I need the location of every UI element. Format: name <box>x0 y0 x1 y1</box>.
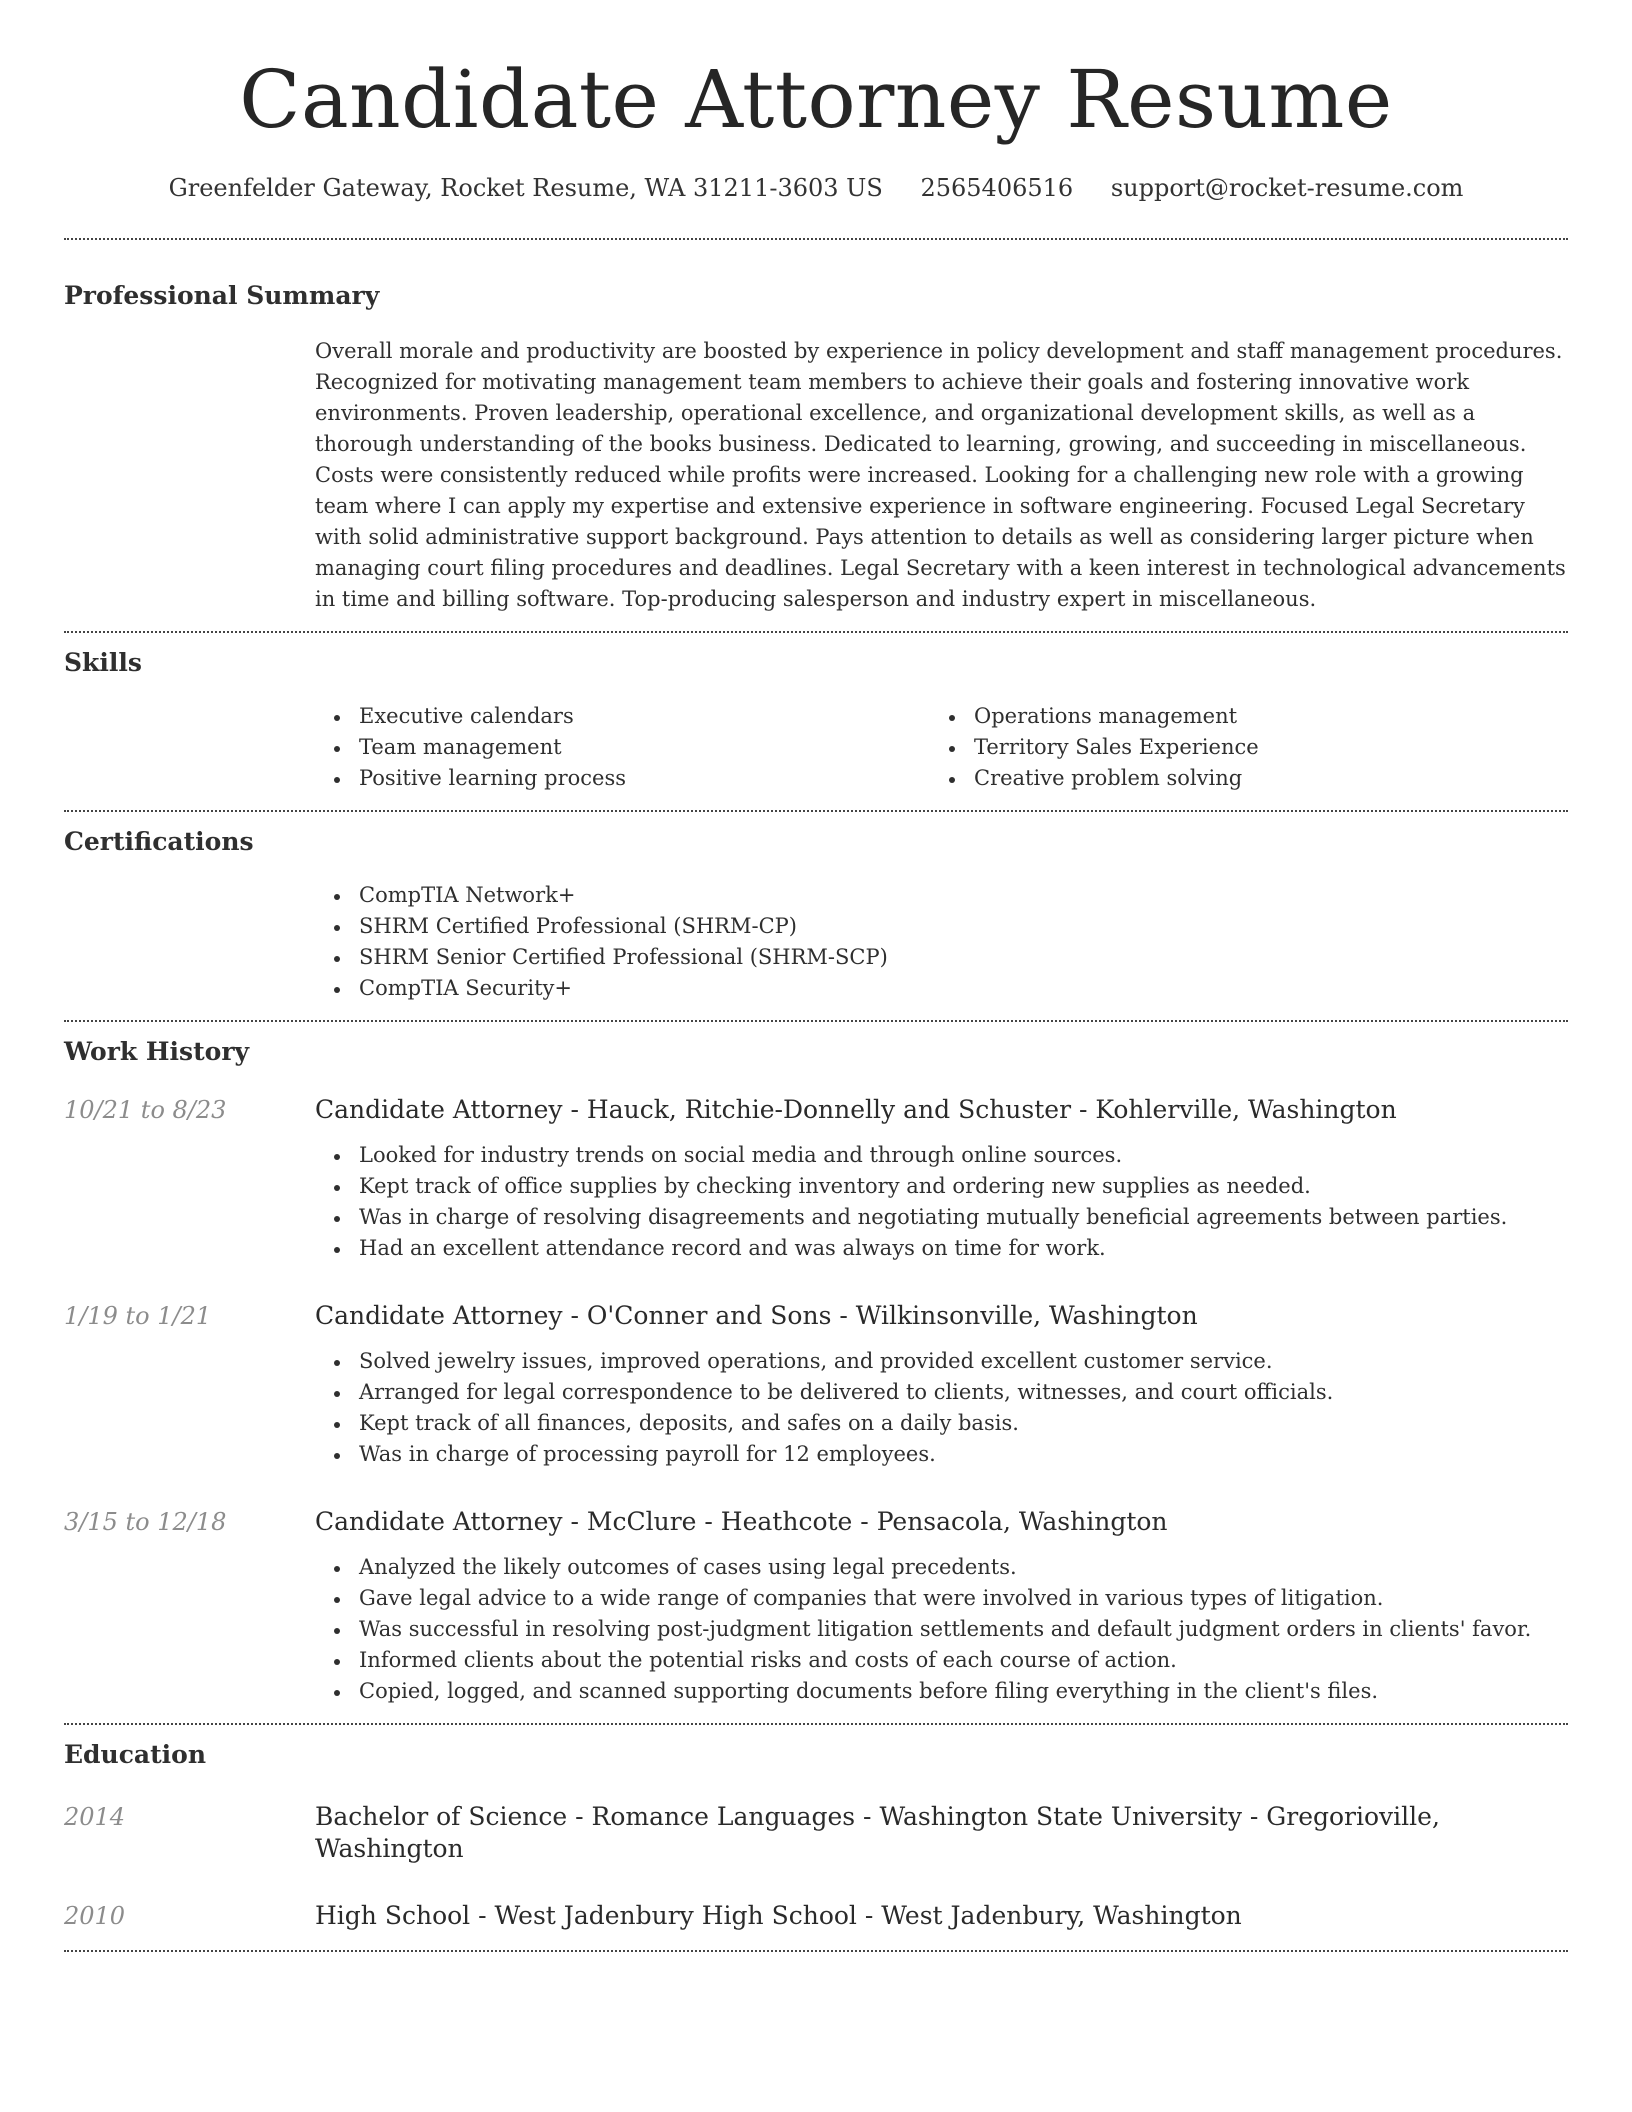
section-title-certifications: Certifications <box>64 827 254 856</box>
education-heading: High School - West Jadenbury High School - West Jadenbury, Washington <box>315 1901 1242 1930</box>
job-bullet: Was successful in resolving post-judgment litigation settlements and default judgment orders in clients' favor. <box>315 1614 1568 1645</box>
certifications-list <box>315 880 1568 1004</box>
job-dates: 1/19 to 1/21 <box>64 1302 212 1330</box>
job-bullet: Informed clients about the potential risks and costs of each course of action. <box>315 1645 1568 1676</box>
divider <box>64 1950 1568 1952</box>
job-entry <box>64 1506 1568 1707</box>
summary-text: Overall morale and productivity are boosted by experience in policy development and staff management procedures. Recognized for motivating management team members to achieve their goals and fostering innovative work environments. Proven leadership, operational excellence, and organizational development skills, as well as a thorough understanding of the books business. Dedicated to learning, growing, and succeeding in miscellaneous. Costs were consistently reduced while profits were increased. Looking for a challenging new role with a growing team where I can apply my expertise and extensive experience in software engineering. Focused Legal Secretary with solid administrative support background. Pays attention to details as well as considering larger picture when managing court filing procedures and deadlines. Legal Secretary with a keen interest in technological advancements in time and billing software. Top-producing salesperson and industry expert in miscellaneous. <box>315 339 1566 611</box>
job-dates: 10/21 to 8/23 <box>64 1096 227 1124</box>
skills-section <box>64 647 1568 794</box>
job-bullets <box>315 1140 1568 1264</box>
job-bullet: Kept track of all finances, deposits, and safes on a daily basis. <box>315 1408 1568 1439</box>
contact-line <box>64 172 1568 204</box>
skills-grid <box>315 701 1568 794</box>
job-bullet: Kept track of office supplies by checking inventory and ordering new supplies as needed. <box>315 1171 1568 1202</box>
work-history-section <box>64 1036 1568 1707</box>
certification-item: CompTIA Network+ <box>315 880 1568 911</box>
contact-email: support@rocket-resume.com <box>1110 174 1464 202</box>
education-section <box>64 1739 1568 1932</box>
section-title-summary: Professional Summary <box>64 281 380 310</box>
education-entry <box>64 1801 1568 1865</box>
job-bullet: Arranged for legal correspondence to be delivered to clients, witnesses, and court officials. <box>315 1377 1568 1408</box>
skill-item: Creative problem solving <box>930 763 1530 794</box>
certification-item: SHRM Certified Professional (SHRM-CP) <box>315 911 1568 942</box>
education-heading: Bachelor of Science - Romance Languages - Washington State University - Gregorioville, Washington <box>315 1802 1440 1863</box>
job-bullets <box>315 1346 1568 1470</box>
job-entry <box>64 1094 1568 1264</box>
section-title-skills: Skills <box>64 648 142 677</box>
education-entry <box>64 1900 1568 1932</box>
job-bullet: Gave legal advice to a wide range of companies that were involved in various types of litigation. <box>315 1583 1568 1614</box>
skill-item: Positive learning process <box>315 763 930 794</box>
section-title-work: Work History <box>64 1037 250 1066</box>
skill-item: Executive calendars <box>315 701 930 732</box>
job-bullet: Looked for industry trends on social media and through online sources. <box>315 1140 1568 1171</box>
skill-item: Territory Sales Experience <box>930 732 1530 763</box>
skills-list-left <box>315 701 930 794</box>
resume-title: Candidate Attorney Resume <box>239 53 1393 146</box>
divider <box>64 1723 1568 1725</box>
contact-phone: 2565406516 <box>920 174 1074 202</box>
skill-item: Team management <box>315 732 930 763</box>
certification-item: SHRM Senior Certified Professional (SHRM-SCP) <box>315 942 1568 973</box>
contact-address: Greenfelder Gateway, Rocket Resume, WA 31211-3603 US <box>168 174 883 202</box>
job-entry <box>64 1300 1568 1470</box>
skill-item: Operations management <box>930 701 1530 732</box>
job-bullet: Was in charge of processing payroll for 12 employees. <box>315 1439 1568 1470</box>
job-heading: Candidate Attorney - O'Conner and Sons - Wilkinsonville, Washington <box>315 1301 1198 1330</box>
job-bullets <box>315 1552 1568 1707</box>
section-title-education: Education <box>64 1740 207 1769</box>
job-dates: 3/15 to 12/18 <box>64 1508 227 1536</box>
job-bullet: Analyzed the likely outcomes of cases using legal precedents. <box>315 1552 1568 1583</box>
job-bullet: Copied, logged, and scanned supporting documents before filing everything in the client's files. <box>315 1676 1568 1707</box>
skills-list-right <box>930 701 1530 794</box>
job-bullet: Solved jewelry issues, improved operations, and provided excellent customer service. <box>315 1346 1568 1377</box>
job-heading: Candidate Attorney - Hauck, Ritchie-Donnelly and Schuster - Kohlerville, Washington <box>315 1095 1397 1124</box>
divider <box>64 631 1568 633</box>
resume-page <box>64 0 1568 1952</box>
job-heading: Candidate Attorney - McClure - Heathcote - Pensacola, Washington <box>315 1507 1168 1536</box>
certification-item: CompTIA Security+ <box>315 973 1568 1004</box>
divider <box>64 810 1568 812</box>
summary-section <box>64 280 1568 615</box>
certifications-section <box>64 826 1568 1004</box>
divider <box>64 238 1568 240</box>
job-bullet: Was in charge of resolving disagreements and negotiating mutually beneficial agreements between parties. <box>315 1202 1568 1233</box>
job-bullet: Had an excellent attendance record and was always on time for work. <box>315 1233 1568 1264</box>
education-year: 2014 <box>64 1803 126 1831</box>
education-year: 2010 <box>64 1902 126 1930</box>
divider <box>64 1020 1568 1022</box>
